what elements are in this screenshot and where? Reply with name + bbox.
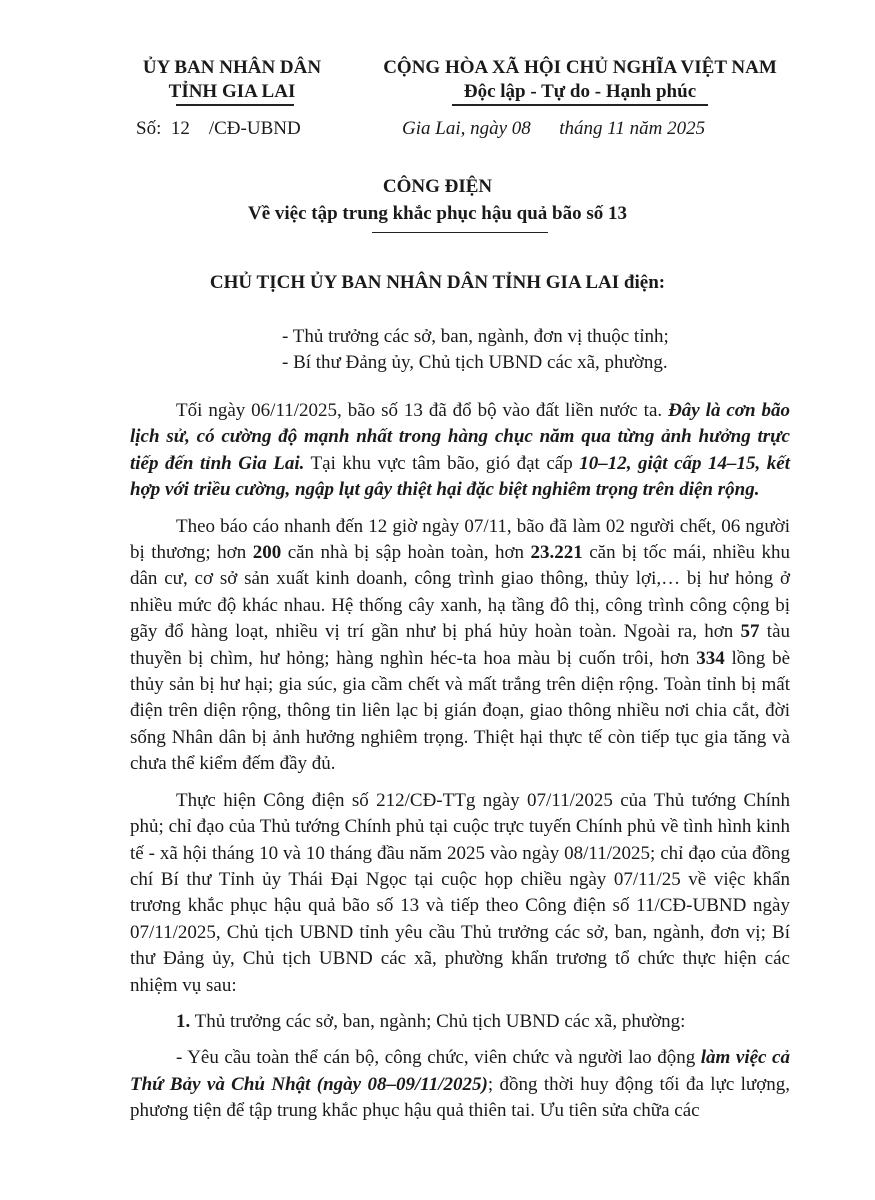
figure-collapsed-houses: 200 [252,542,282,564]
document-subject: Về việc tập trung khắc phục hậu quả bão số 13 [247,203,628,224]
document-body [130,398,790,1135]
motto-underline [452,104,708,106]
country-name: CỘNG HÒA XÃ HỘI CHỦ NGHĨA VIỆT NAM [383,57,777,78]
item-number: 1. [176,1010,191,1032]
national-motto: Độc lập - Tự do - Hạnh phúc [463,81,697,102]
figure-roof-damaged: 23.221 [530,542,583,564]
emphasis-historic-storm: Đây là cơn bão lịch sử, có cường độ mạnh nhất trong hàng chục năm qua từng ảnh hưởng trực tiếp đến tỉnh Gia Lai. [130,400,790,474]
agency-line-2: TỈNH GIA LAI [168,81,296,102]
emphasis-weekend-work: làm việc cả Thứ Bảy và Chủ Nhật (ngày 08–09/11/2025) [130,1047,790,1095]
paragraph-situation: Tối ngày 06/11/2025, bão số 13 đã đổ bộ vào đất liền nước ta. Đây là cơn bão lịch sử, có cường độ mạnh nhất trong hàng chục năm qua từng ảnh hưởng trực tiếp đến tỉnh Gia Lai. Tại khu vực tâm bão, gió đạt cấp 10–12, giật cấp 14–15, kết hợp với triều cường, ngập lụt gây thiệt hại đặc biệt nghiêm trọng trên diện rộng. [130,400,790,501]
agency-line-1: ỦY BAN NHÂN DÂN [142,57,322,78]
issuing-agency [132,56,332,104]
emphasis-wind-level: 10–12, giật cấp 14–15, kết hợp với triều cường, ngập lụt gây thiệt hại đặc biệt nghiêm trọng trên diện rộng. [130,452,790,501]
paragraph-item-1-bullet: - Yêu cầu toàn thể cán bộ, công chức, viên chức và người lao động làm việc cả Thứ Bảy và Chủ Nhật (ngày 08–09/11/2025); đồng thời huy động tối đa lực lượng, phương tiện để tập trung khắc phục hậu quả thiên tai. Ưu tiên sửa chữa các [130,1047,790,1122]
figure-fish-cages: 334 [696,647,725,669]
recipients-list [282,324,669,376]
recipient-item: - Thủ trưởng các sở, ban, ngành, đơn vị thuộc tỉnh; [282,326,669,347]
paragraph-item-1: 1. Thủ trưởng các sở, ban, ngành; Chủ tịch UBND các xã, phường: [176,1010,686,1032]
document-type: CÔNG ĐIỆN [382,176,493,197]
sender-line: CHỦ TỊCH ỦY BAN NHÂN DÂN TỈNH GIA LAI điện: [209,272,666,293]
paragraph-directive-basis: Thực hiện Công điện số 212/CĐ-TTg ngày 07/11/2025 của Thủ tướng Chính phủ; chỉ đạo của Thủ tướng Chính phủ tại cuộc trực tuyến Chính phủ về tình hình kinh tế - xã hội tháng 10 và 10 tháng đầu năm 2025 vào ngày 08/11/2025; chỉ đạo của đồng chí Bí thư Tỉnh ủy Thái Đại Ngọc tại cuộc họp chiều ngày 07/11/25 về việc khẩn trương khắc phục hậu quả bão số 13 và tiếp theo Công điện số 11/CĐ-UBND ngày 07/11/2025, Chủ tịch UBND tỉnh yêu cầu Thủ trưởng các sở, ban, ngành, đơn vị; Bí thư Đảng ủy, Chủ tịch UBND các xã, phường khẩn trương tổ chức thực hiện các nhiệm vụ sau: [130,789,790,996]
place-and-date: Gia Lai, ngày 08 tháng 11 năm 2025 [402,118,706,139]
agency-underline [176,104,294,106]
national-heading [370,56,790,104]
paragraph-damage-report: Theo báo cáo nhanh đến 12 giờ ngày 07/11, bão đã làm 02 người chết, 06 người bị thương; hơn 200 căn nhà bị sập hoàn toàn, hơn 23.221 căn bị tốc mái, nhiều khu dân cư, cơ sở sản xuất kinh doanh, công trình giao thông, thủy lợi,… bị hư hỏng ở nhiều mức độ khác nhau. Hệ thống cây xanh, hạ tầng đô thị, công trình công cộng bị gãy đổ hàng loạt, nhiều vị trí gần như bị phá hủy hoàn toàn. Ngoài ra, hơn 57 tàu thuyền bị chìm, hư hỏng; hàng nghìn héc-ta hoa màu bị cuốn trôi, hơn 334 lồng bè thủy sản bị hư hại; gia súc, gia cầm chết và mất trắng trên diện rộng. Toàn tỉnh bị mất điện trên diện rộng, thông tin liên lạc bị gián đoạn, giao thông nhiều nơi chia cắt, đời sống Nhân dân bị ảnh hưởng nghiêm trọng. Thiệt hại thực tế còn tiếp tục gia tăng và chưa thể kiểm đếm đầy đủ. [130,515,791,775]
subject-underline [372,232,548,233]
figure-boats: 57 [740,621,760,643]
recipient-item: - Bí thư Đảng ủy, Chủ tịch UBND các xã, phường. [282,352,668,373]
document-number: Số: 12 /CĐ-UBND [136,118,301,139]
